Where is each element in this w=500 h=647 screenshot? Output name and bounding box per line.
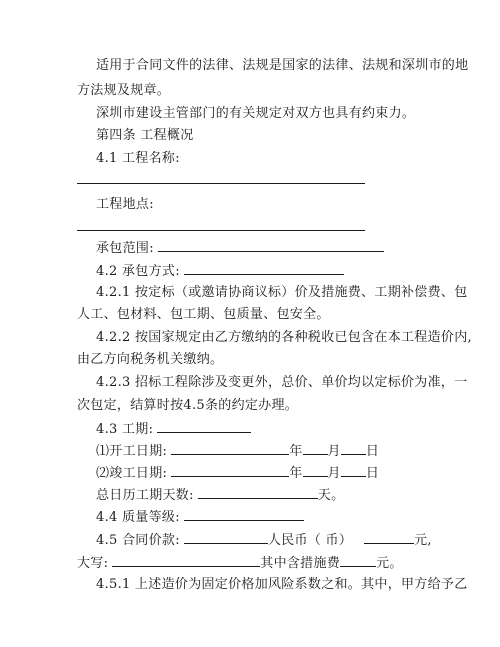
label-day: 日 (365, 466, 380, 481)
label-yuan: 元, (414, 533, 432, 548)
blank-month (303, 463, 328, 477)
field-contract-scope (96, 238, 384, 258)
blank-scope (158, 238, 384, 252)
blank-amount (364, 530, 414, 544)
blank-line-project-location (77, 217, 365, 237)
field-label-project-name: 4.1 工程名称: (96, 151, 180, 166)
field-quality-grade (96, 507, 304, 527)
label-year: 年 (289, 466, 303, 481)
paragraph-line: 4.2.1 按定标（或邀请协商议标）价及措施费、工期补偿费、包 (96, 285, 468, 300)
blank-measures-fee (340, 553, 376, 567)
paragraph-line: 适用于合同文件的法律、法规是国家的法律、法规和深圳市的地 (96, 58, 469, 73)
field-label-quality: 4.4 质量等级: (96, 510, 180, 525)
field-amount-in-words (77, 553, 403, 573)
blank-day (341, 463, 366, 477)
field-contract-method (96, 261, 344, 281)
blank-line-project-name (77, 170, 365, 190)
label-days: 天。 (317, 488, 345, 503)
field-duration (96, 419, 251, 439)
label-rmb: 人民币（ 币） (267, 533, 353, 548)
blank-quality (184, 507, 304, 521)
field-label-method: 4.2 承包方式: (96, 264, 180, 279)
label-month: 月 (327, 466, 341, 481)
blank-price (184, 530, 268, 544)
section-heading: 第四条 工程概况 (96, 128, 194, 143)
field-label-capital: 大写: (77, 556, 109, 571)
label-year: 年 (289, 444, 303, 459)
paragraph-line: 方法规及规章。 (77, 83, 171, 98)
blank-duration (157, 419, 251, 433)
paragraph-line: 由乙方向税务机关缴纳。 (77, 352, 224, 367)
label-day: 日 (365, 444, 380, 459)
paragraph-line: 4.5.1 上述造价为固定价格加风险系数之和。其中，甲方给予乙 (96, 577, 468, 592)
label-month: 月 (327, 444, 341, 459)
paragraph-line: 4.2.3 招标工程除涉及变更外，总价、单价均以定标价为准，一 (96, 375, 468, 390)
blank-capital (112, 553, 260, 567)
paragraph-line: 4.2.2 按国家规定由乙方缴纳的各种税收已包含在本工程造价内, (96, 330, 472, 345)
field-contract-price (96, 530, 432, 550)
blank-method (184, 261, 344, 275)
blank-total-days (198, 485, 318, 499)
label-yuan: 元。 (376, 556, 403, 571)
field-label-price: 4.5 合同价款: (96, 533, 180, 548)
field-end-date (96, 463, 379, 483)
field-start-date (96, 441, 379, 461)
field-label-total-days: 总日历工期天数: (96, 488, 194, 503)
paragraph-line: 深圳市建设主管部门的有关规定对双方也具有约束力。 (96, 106, 416, 121)
field-total-days (96, 485, 344, 505)
field-label-scope: 承包范围: (96, 241, 154, 256)
field-label-project-location: 工程地点: (96, 197, 154, 212)
field-label-start-date: ⑴开工日期: (96, 444, 168, 459)
paragraph-line: 人工、包材料、包工期、包质量、包安全。 (77, 307, 330, 322)
field-label-duration: 4.3 工期: (96, 422, 154, 437)
blank-end-date (171, 463, 289, 477)
blank-start-date (171, 441, 289, 455)
blank-month (303, 441, 328, 455)
field-label-end-date: ⑵竣工日期: (96, 466, 168, 481)
label-measures-fee: 其中含措施费 (260, 556, 341, 571)
blank-day (341, 441, 366, 455)
paragraph-line: 次包定，结算时按4.5条的约定办理。 (77, 398, 299, 413)
